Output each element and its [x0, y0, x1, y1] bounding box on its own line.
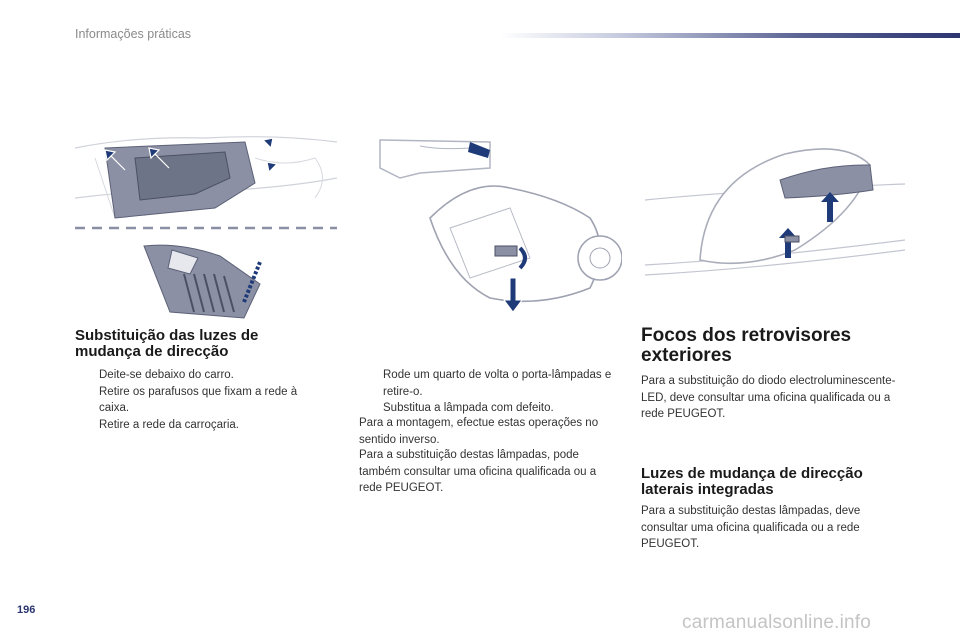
assembly-paragraph: Para a montagem, efectue estas operações no sentido inverso. [359, 417, 599, 446]
grille-illustration [140, 240, 270, 320]
list-item: Retire os parafusos que fixam a rede à caixa. [99, 385, 298, 414]
mirror-lights-paragraph: Para a substituição do diodo electroluminescente-LED, deve consultar uma oficina qualificada ou a rede PEUGEOT. [641, 375, 896, 420]
left-steps-list [75, 367, 320, 433]
watermark: carmanualsonline.info [682, 612, 872, 633]
header-gradient-bar [500, 33, 960, 38]
mirror-illustration [645, 140, 905, 290]
service-paragraph: Para a substituição destas lâmpadas, pode também consultar uma oficina qualificada ou a rede PEUGEOT. [359, 449, 597, 494]
page-number: 196 [17, 604, 36, 616]
list-item: Deite-se debaixo do carro. [99, 369, 234, 381]
underbody-illustration [75, 128, 337, 230]
side-turn-signal-paragraph: Para a substituição destas lâmpadas, deve consultar uma oficina qualificada ou a rede PEUGEOT. [641, 505, 861, 550]
side-turn-signal-heading: Luzes de mudança de direcção laterais integradas [641, 465, 863, 498]
list-item: Substitua a lâmpada com defeito. [383, 402, 554, 414]
list-item: Rode um quarto de volta o porta-lâmpadas e retire-o. [383, 369, 612, 398]
mirror-lights-heading: Focos dos retrovisores exteriores [641, 325, 852, 366]
middle-steps-list [359, 367, 621, 417]
turn-signal-heading: Substituição das luzes de mudança de direcção [75, 327, 259, 360]
list-item: Retire a rede da carroçaria. [99, 418, 239, 431]
header-section-title: Informações práticas [75, 27, 192, 41]
lamp-holder-illustration [360, 128, 622, 313]
